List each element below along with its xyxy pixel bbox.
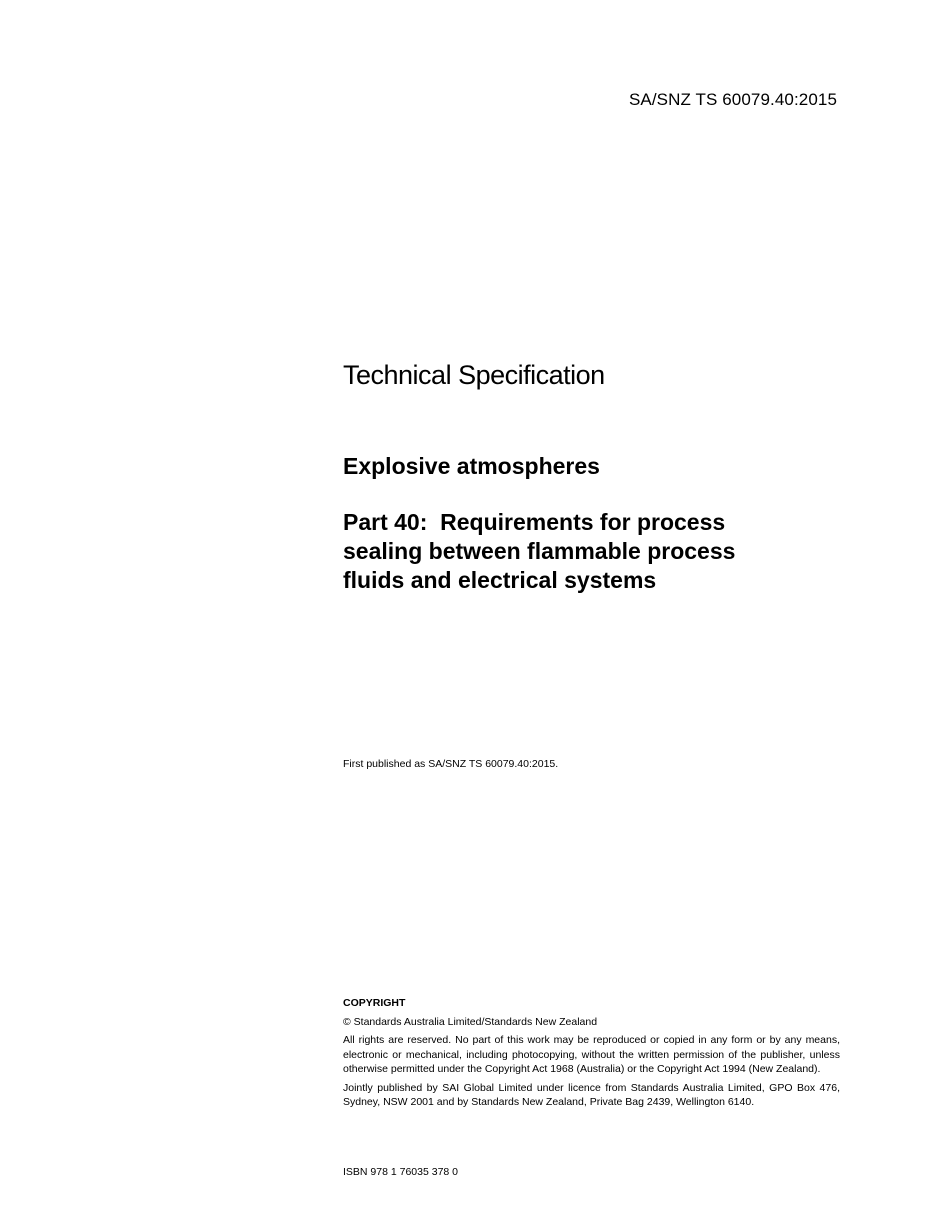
copyright-owner: © Standards Australia Limited/Standards New Zealand — [343, 1015, 598, 1028]
isbn-number: ISBN 978 1 76035 378 0 — [343, 1166, 459, 1178]
copyright-block — [343, 996, 840, 1114]
publisher-statement: Jointly published by SAI Global Limited under licence from Standards Australia Limited, GPO Box 476, Sydney, NSW 2001 and by Standards New Zealand, Private Bag 2439, Wellington 6140. — [343, 1081, 840, 1108]
part-title-line: sealing between flammable process — [343, 538, 736, 564]
first-published-note: First published as SA/SNZ TS 60079.40:2015. — [343, 758, 559, 770]
rights-statement: All rights are reserved. No part of this work may be reproduced or copied in any form or by any means, electronic or mechanical, including photocopying, without the written permission of the publisher, unless otherwise permitted under the Copyright Act 1968 (Australia) or the Copyright Act 1994 (New Zealand). — [343, 1034, 840, 1075]
copyright-heading: COPYRIGHT — [343, 997, 406, 1009]
part-title-line: Part 40: Requirements for process — [343, 509, 726, 535]
document-number: SA/SNZ TS 60079.40:2015 — [628, 90, 837, 109]
document-subject-title: Explosive atmospheres — [343, 453, 600, 479]
part-title — [343, 508, 843, 595]
document-type-heading: Technical Specification — [343, 360, 605, 390]
part-title-line: fluids and electrical systems — [343, 567, 657, 593]
